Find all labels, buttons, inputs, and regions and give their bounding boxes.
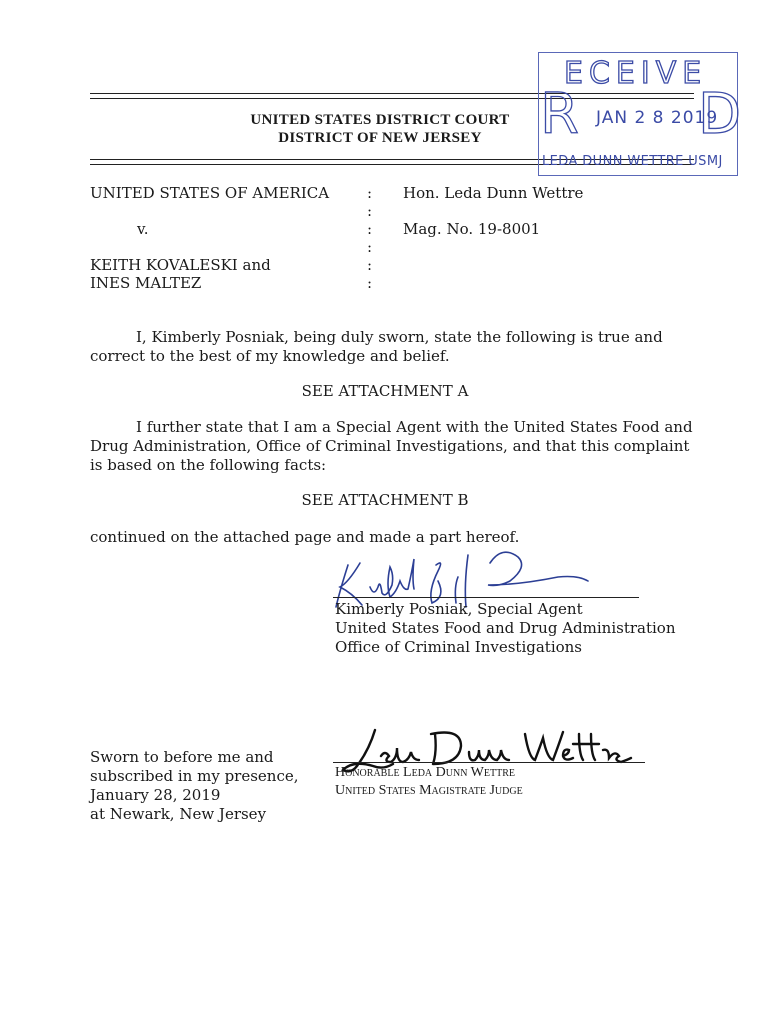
attachment-a-heading: SEE ATTACHMENT A (301, 382, 469, 400)
judge-signature-line (333, 762, 645, 763)
judge-name: Honorable Leda Dunn Wettre (335, 765, 515, 780)
affiant-agency-1: United States Food and Drug Administration (335, 619, 676, 637)
para1-line2: correct to the best of my knowledge and belief. (90, 347, 450, 365)
affiant-name: Kimberly Posniak, Special Agent (335, 600, 583, 618)
received-stamp (538, 52, 742, 176)
stamp-left-letter: R (540, 82, 579, 147)
caption-colon: : (367, 256, 373, 274)
para1-line1: I, Kimberly Posniak, being duly sworn, state the following is true and (136, 328, 663, 346)
caption-judge: Hon. Leda Dunn Wettre (403, 184, 584, 202)
para2-line2: Drug Administration, Office of Criminal Investigations, and that this complaint (90, 437, 690, 455)
court-name: UNITED STATES DISTRICT COURT (250, 112, 510, 128)
court-district: DISTRICT OF NEW JERSEY (278, 130, 482, 146)
jurat-line2: subscribed in my presence, (90, 767, 299, 785)
caption-colon: : (367, 184, 373, 202)
stamp-right-letter: D (698, 82, 742, 147)
attachment-b-heading: SEE ATTACHMENT B (301, 491, 469, 509)
affiant-signature-line (333, 597, 639, 598)
para2-line3: is based on the following facts: (90, 456, 327, 474)
affiant-agency-2: Office of Criminal Investigations (335, 638, 583, 656)
caption-case-number: Mag. No. 19-8001 (403, 220, 541, 238)
caption-plaintiff: UNITED STATES OF AMERICA (90, 184, 330, 202)
caption-defendant-2: INES MALTEZ (90, 274, 202, 292)
jurat-date: January 28, 2019 (90, 786, 221, 804)
caption-versus: v. (137, 220, 149, 238)
caption-colon: : (367, 238, 373, 256)
caption-colon: : (367, 274, 373, 292)
stamp-date: JAN 2 8 2019 (596, 108, 719, 128)
continued-line: continued on the attached page and made a part hereof. (90, 528, 520, 546)
caption-colon: : (367, 202, 373, 220)
stamp-received-letters: ECEIVE (564, 56, 708, 91)
jurat-location: at Newark, New Jersey (90, 805, 267, 823)
caption-defendant-1: KEITH KOVALESKI and (90, 256, 271, 274)
para2-line1: I further state that I am a Special Agent with the United States Food and (136, 418, 693, 436)
stamp-judge-name: LEDA DUNN WETTRE USMJ (542, 154, 723, 169)
caption-colon: : (367, 220, 373, 238)
jurat-line1: Sworn to before me and (90, 748, 274, 766)
judge-title: United States Magistrate Judge (335, 783, 523, 798)
